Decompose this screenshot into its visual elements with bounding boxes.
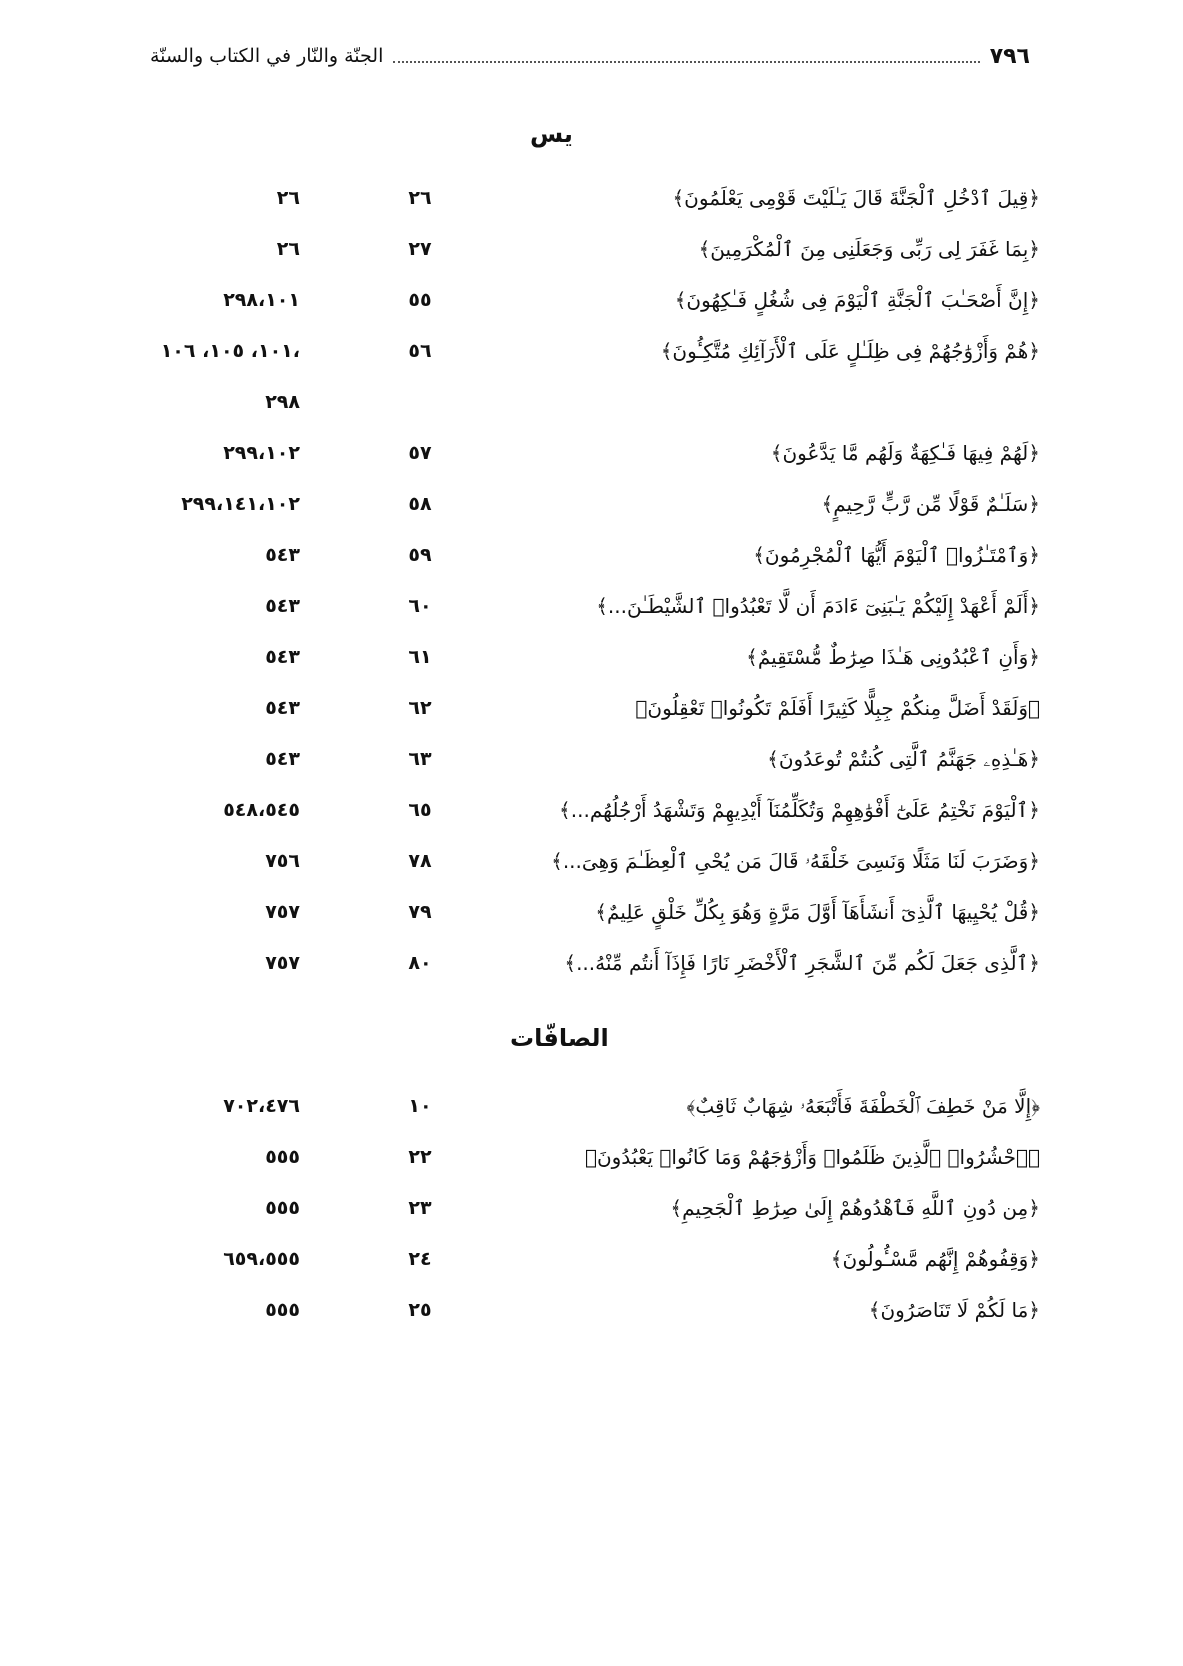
index-row [140, 176, 1040, 220]
page-references: ٢٩٩،١٤١،١٠٢ [181, 493, 300, 515]
ayah-number: ٥٨ [408, 493, 432, 515]
ayah-number: ١٠ [408, 1095, 432, 1117]
ayah-number: ٦٢ [408, 697, 432, 719]
running-title: الجنّة والنّار في الكتاب والسنّة [150, 45, 384, 67]
ayah-number: ٢٣ [408, 1197, 432, 1219]
verse-text: ﴿إِنَّ أَصْحَـٰبَ ٱلْجَنَّةِ ٱلْيَوْمَ فِى شُغُلٍ فَـٰكِهُونَ﴾ [674, 288, 1040, 312]
index-row [140, 227, 1040, 271]
page-references: ٥٤٨،٥٤٥ [223, 799, 300, 821]
page-references: ٢٩٩،١٠٢ [223, 442, 300, 464]
verse-text: ﴿هَـٰذِهِۦ جَهَنَّمُ ٱلَّتِى كُنتُمْ تُوعَدُونَ﴾ [767, 747, 1040, 771]
ayah-number: ٥٥ [408, 289, 432, 311]
index-row [140, 431, 1040, 475]
index-row [140, 329, 1040, 373]
index-row [140, 533, 1040, 577]
verse-text: ﴿لَهُمْ فِيهَا فَـٰكِهَةٌ وَلَهُم مَّا يَدَّعُونَ﴾ [770, 441, 1040, 465]
verse-text: ﴿مِن دُونِ ٱللَّهِ فَٱهْدُوهُمْ إِلَىٰ صِرَٰطِ ٱلْجَحِيمِ﴾ [670, 1196, 1040, 1220]
page-number: ٧٩٦ [989, 43, 1030, 69]
surah-heading-yasin: يس [530, 120, 573, 148]
verse-text: ﴿أَلَمْ أَعْهَدْ إِلَيْكُمْ يَـٰبَنِىٓ ءَادَمَ أَن لَّا تَعْبُدُوا۟ ٱلشَّيْطَـٰنَ...﴾ [596, 594, 1040, 618]
index-row [140, 1186, 1040, 1230]
page-references: ٥٤٣ [265, 748, 300, 770]
ayah-number: ٦٣ [408, 748, 432, 770]
ayah-number: ٦١ [408, 646, 432, 668]
verse-text: ﴿ٱلَّذِى جَعَلَ لَكُم مِّنَ ٱلشَّجَرِ ٱلْأَخْضَرِ نَارًا فَإِذَآ أَنتُم مِّنْهُ...﴾ [564, 951, 1040, 975]
ayah-number: ٧٨ [408, 850, 432, 872]
ayah-number: ٦٠ [408, 595, 432, 617]
ayah-number: ٢٧ [408, 238, 432, 260]
ayah-number: ٥٦ [408, 340, 432, 362]
verse-text: ﴿سَلَـٰمٌ قَوْلًا مِّن رَّبٍّ رَّحِيمٍ﴾ [821, 492, 1040, 516]
verse-text: ﴿مَا لَكُمْ لَا تَنَاصَرُونَ﴾ [868, 1298, 1040, 1322]
ayah-number: ٧٩ [408, 901, 432, 923]
index-row [140, 380, 1040, 424]
index-row [140, 737, 1040, 781]
verse-text: ﴿ٱلْيَوْمَ نَخْتِمُ عَلَىٰٓ أَفْوَٰهِهِمْ وَتُكَلِّمُنَآ أَيْدِيهِمْ وَتَشْهَدُ أَرْجُلُهُم...﴾ [559, 798, 1040, 822]
verse-text: ﴿وَٱمْتَـٰزُوا۟ ٱلْيَوْمَ أَيُّهَا ٱلْمُجْرِمُونَ﴾ [753, 543, 1040, 567]
page-references: ٦٥٩،٥٥٥ [223, 1248, 300, 1270]
ayah-number [380, 380, 460, 424]
index-row [140, 1084, 1040, 1128]
surah-heading-assaffat: الصافّات [510, 1024, 609, 1052]
verse-text: ﴿قُلْ يُحْيِيهَا ٱلَّذِىٓ أَنشَأَهَآ أَوَّلَ مَرَّةٍ وَهُوَ بِكُلِّ خَلْقٍ عَلِيمٌ﴾ [595, 900, 1040, 924]
verse-text: ﴿قِيلَ ٱدْخُلِ ٱلْجَنَّةَ قَالَ يَـٰلَيْتَ قَوْمِى يَعْلَمُونَ﴾ [672, 186, 1040, 210]
ayah-number: ٢٤ [408, 1248, 432, 1270]
verse-text: ﴿إِلَّا مَنْ خَطِفَ ٱلْخَطْفَةَ فَأَتْبَعَهُۥ شِهَابٌ ثَاقِبٌ﴾ [686, 1094, 1040, 1118]
index-row [140, 686, 1040, 730]
ayah-number: ٨٠ [408, 952, 432, 974]
page-references: ٧٥٦ [265, 850, 300, 872]
verse-text: ﴿هُمْ وَأَزْوَٰجُهُمْ فِى ظِلَـٰلٍ عَلَى ٱلْأَرَآئِكِ مُتَّكِـُٔونَ﴾ [660, 339, 1040, 363]
page-references: ٢٩٨،١٠١ [223, 289, 300, 311]
index-row [140, 1237, 1040, 1281]
ayah-number: ٢٢ [408, 1146, 432, 1168]
ayah-number: ٢٥ [408, 1299, 432, 1321]
page-references: ٧٥٧ [265, 901, 300, 923]
page-references: ٥٤٣ [265, 697, 300, 719]
verse-text: ﴿وَأَنِ ٱعْبُدُونِى هَـٰذَا صِرَٰطٌ مُّسْتَقِيمٌ﴾ [746, 645, 1040, 669]
page-references: ٥٥٥ [265, 1197, 300, 1219]
page-references: ٢٦ [276, 187, 300, 209]
page-references: ٥٥٥ [265, 1146, 300, 1168]
ayah-number: ٦٥ [408, 799, 432, 821]
index-row [140, 839, 1040, 883]
page-references: ٥٤٣ [265, 595, 300, 617]
verse-text: ﴿ٱحْشُرُوا۟ ٱلَّذِينَ ظَلَمُوا۟ وَأَزْوَٰجَهُمْ وَمَا كَانُوا۟ يَعْبُدُونَ﴾ [584, 1145, 1040, 1169]
leader-dots [393, 61, 979, 63]
page-references: ٥٤٣ [265, 646, 300, 668]
page-references: ٥٤٣ [265, 544, 300, 566]
index-row [140, 482, 1040, 526]
index-row [140, 788, 1040, 832]
index-row [140, 1288, 1040, 1332]
verse-text: ﴿بِمَا غَفَرَ لِى رَبِّى وَجَعَلَنِى مِنَ ٱلْمُكْرَمِينَ﴾ [698, 237, 1040, 261]
index-row [140, 890, 1040, 934]
ayah-number: ٥٧ [408, 442, 432, 464]
verse-text: ﴿وَلَقَدْ أَضَلَّ مِنكُمْ جِبِلًّا كَثِيرًا أَفَلَمْ تَكُونُوا۟ تَعْقِلُونَ﴾ [635, 696, 1040, 720]
ayah-number: ٥٩ [408, 544, 432, 566]
ayah-number: ٢٦ [408, 187, 432, 209]
page-references: ٢٩٨ [265, 391, 300, 413]
index-row [140, 584, 1040, 628]
page-references: ١٠١، ١٠٥، ١٠٦، [160, 340, 300, 362]
running-header [150, 36, 1030, 76]
page-references: ٧٠٢،٤٧٦ [223, 1095, 300, 1117]
page-references: ٧٥٧ [265, 952, 300, 974]
page-references: ٥٥٥ [265, 1299, 300, 1321]
index-row [140, 1135, 1040, 1179]
index-row [140, 635, 1040, 679]
index-row [140, 278, 1040, 322]
page-references: ٢٦ [276, 238, 300, 260]
verse-text: ﴿وَقِفُوهُمْ إِنَّهُم مَّسْـُٔولُونَ﴾ [830, 1247, 1040, 1271]
index-row [140, 941, 1040, 985]
verse-text: ﴿وَضَرَبَ لَنَا مَثَلًا وَنَسِىَ خَلْقَهُۥ قَالَ مَن يُحْىِ ٱلْعِظَـٰمَ وَهِىَ...﴾ [551, 849, 1040, 873]
